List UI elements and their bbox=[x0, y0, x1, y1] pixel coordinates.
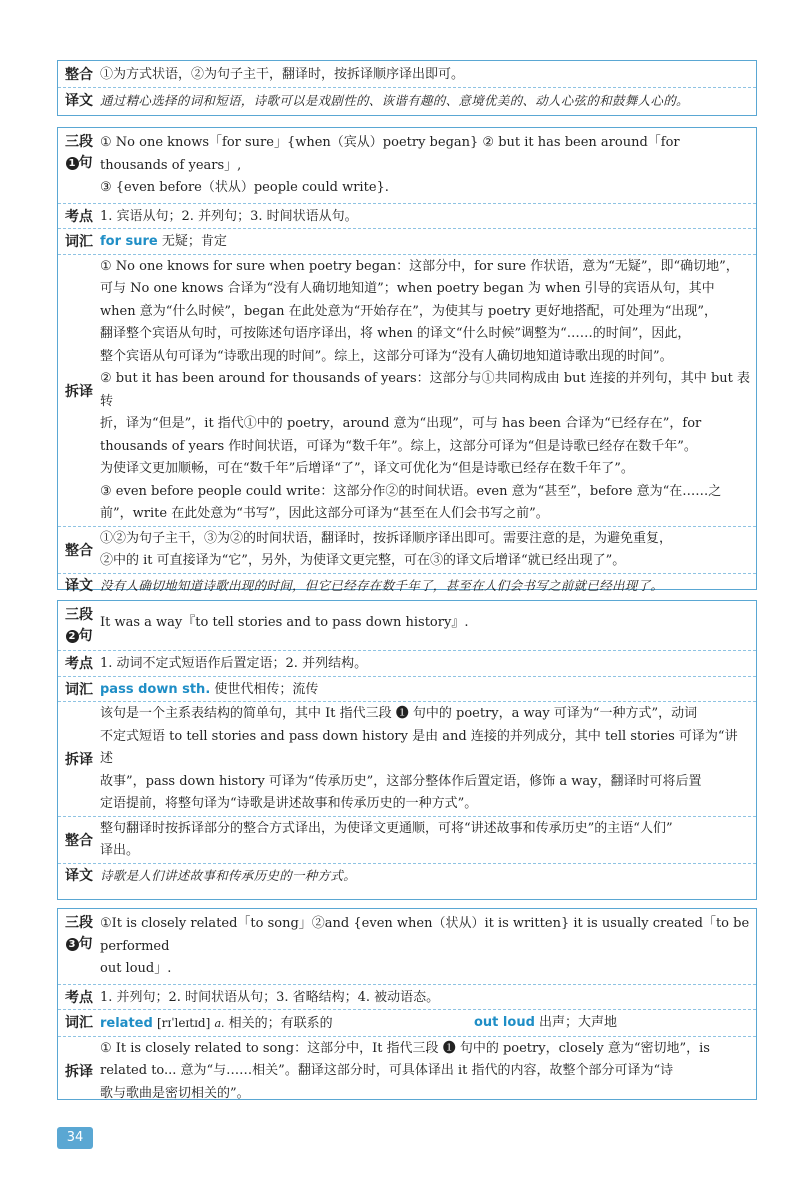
number-badge: 2 bbox=[66, 630, 79, 643]
vocab-term-2: out loud bbox=[474, 1015, 535, 1030]
sentence-line: ①It is closely related「to song」②and {even when（状从）it is written} it is usually created「to be performed bbox=[100, 916, 750, 954]
section-heading bbox=[58, 132, 100, 172]
kaodian-label: 考点 bbox=[65, 208, 93, 225]
text-line: 译出。 bbox=[100, 843, 140, 858]
kaodian-label: 考点 bbox=[65, 989, 93, 1006]
yiwen-text: 通过精心选择的词和短语，诗歌可以是戏剧性的、诙谐有趣的、意境优美的、动人心弦的和鼓舞人心的。 bbox=[100, 92, 689, 108]
text-line: 折，译为“但是”，it 指代①中的 poetry，around 意为“出现”，可与 has been 合译为“已经存在”，for bbox=[100, 416, 702, 431]
text-line: 定语提前，将整句译为“诗歌是讲述故事和传承历史的一种方式”。 bbox=[100, 796, 478, 811]
zhenghe-label: 整合 bbox=[65, 543, 93, 559]
text-line: related to... 意为“与……相关”。翻译这部分时，可具体译出 it 指代的内容，故整个部分可译为“诗 bbox=[100, 1063, 674, 1078]
cihui-label: 词汇 bbox=[65, 234, 93, 250]
sentence-label: 句 bbox=[78, 628, 93, 644]
vocab-definition: 使世代相传；流传 bbox=[214, 681, 319, 697]
zhenghe-label: 整合 bbox=[65, 833, 93, 849]
text-line: 整句翻译时按拆译部分的整合方式译出，为使译文更通顺，可将“讲述故事和传承历史”的主语“人们” bbox=[100, 820, 673, 836]
chaiyi-label: 拆译 bbox=[65, 383, 93, 400]
text-line: ① It is closely related to song：这部分中，It 指代三段 ❶ 句中的 poetry，closely 意为“密切地”，is bbox=[100, 1040, 710, 1056]
cihui-text bbox=[100, 231, 750, 254]
text-line: ② but it has been around for thousands of years：这部分与①共同构成由 but 连接的并列句，其中 but 表转 bbox=[100, 371, 750, 409]
yiwen-text: 诗歌是人们讲述故事和传承历史的一种方式。 bbox=[100, 867, 357, 883]
text-line: 故事”，pass down history 可译为“传承历史”，这部分整体作后置定语，修饰 a way，翻译时可将后置 bbox=[100, 773, 702, 789]
text-line: when 意为“什么时候”，began 在此处意为“开始存在”，为使其与 poetry 更好地搭配，可处理为“出现”， bbox=[100, 303, 718, 319]
sentence-line: ① No one knows「for sure」{when（宾从）poetry began} ② but it has been around「for thousands of years」, bbox=[100, 135, 680, 173]
section-1 bbox=[57, 127, 757, 594]
text-line: 歌与歌曲是密切相关的”。 bbox=[100, 1085, 250, 1101]
vocab-definition-2: 出声；大声地 bbox=[539, 1015, 618, 1030]
number-badge: 3 bbox=[66, 938, 79, 951]
text-line: 翻译整个宾语从句时，可按陈述句语序译出，将 when 的译文“什么时候”调整为“……的时间”，因此， bbox=[100, 326, 691, 341]
sentence-label: 句 bbox=[78, 936, 93, 952]
zhenghe-label: 整合 bbox=[65, 67, 93, 83]
section-top bbox=[57, 60, 757, 116]
sentence-line: ③ {even before（状从）people could write}. bbox=[100, 180, 389, 195]
vocab-term: related bbox=[100, 1016, 153, 1031]
section-label: 三段 bbox=[65, 607, 93, 623]
vocab-definition: 相关的；有联系的 bbox=[228, 1016, 333, 1031]
section-label: 三段 bbox=[65, 915, 93, 931]
page-number: 34 bbox=[57, 1127, 93, 1149]
section-2 bbox=[57, 600, 757, 900]
text-line: 整个宾语从句可译为“诗歌出现的时间”。综上，这部分可译为“没有人确切地知道诗歌出现的时间”。 bbox=[100, 348, 673, 364]
zhenghe-text bbox=[100, 818, 750, 863]
text-line: ③ even before people could write：这部分作②的时间状语。even 意为“甚至”，before 意为“在……之 bbox=[100, 483, 722, 499]
vocab-term: for sure bbox=[100, 234, 158, 249]
cihui-text bbox=[100, 1012, 750, 1036]
chaiyi-text bbox=[100, 256, 750, 526]
kaodian-text: 1. 动词不定式短语作后置定语；2. 并列结构。 bbox=[100, 656, 368, 671]
kaodian-label: 考点 bbox=[65, 656, 93, 672]
section-label: 三段 bbox=[65, 134, 93, 150]
text-line: 可与 No one knows 合译为“没有人确切地知道”；when poetry began 为 when 引导的宾语从句，其中 bbox=[100, 281, 715, 296]
section-heading bbox=[58, 913, 100, 953]
yiwen-label: 译文 bbox=[65, 577, 93, 594]
chaiyi-label: 拆译 bbox=[65, 752, 93, 769]
text-line: 为使译文更加顺畅，可在“数千年”后增译“了”，译文可优化为“但是诗歌已经存在数千年了”。 bbox=[100, 461, 634, 476]
vocab-pos: a. bbox=[214, 1017, 225, 1030]
text-line: ① No one knows for sure when poetry began：这部分中，for sure 作状语，意为“无疑”，即“确切地”， bbox=[100, 258, 739, 274]
chaiyi-label: 拆译 bbox=[65, 1064, 93, 1081]
zhenghe-text bbox=[100, 528, 750, 573]
text-line: 不定式短语 to tell stories and pass down history 是由 and 连接的并列成分，其中 tell stories 可译为“讲述 bbox=[100, 728, 738, 766]
vocab-term: pass down sth. bbox=[100, 681, 211, 697]
kaodian-text: 1. 并列句；2. 时间状语从句；3. 省略结构；4. 被动语态。 bbox=[100, 989, 440, 1005]
sentence-text: It was a way『to tell stories and to pass down history』. bbox=[100, 615, 469, 630]
cihui-text bbox=[100, 679, 750, 702]
chaiyi-text bbox=[100, 703, 750, 816]
text-line: 前”，write 在此处意为“书写”，因此这部分可译为“甚至在人们会书写之前”。 bbox=[100, 506, 549, 521]
cihui-label: 词汇 bbox=[65, 1015, 93, 1031]
yiwen-label: 译文 bbox=[65, 867, 93, 884]
cihui-label: 词汇 bbox=[65, 681, 93, 698]
text-line: thousands of years 作时间状语，可译为“数千年”。综上，这部分可译为“但是诗歌已经存在数千年”。 bbox=[100, 438, 697, 454]
vocab-phonetic: [rɪˈleɪtɪd] bbox=[156, 1016, 211, 1030]
zhenghe-text: ①为方式状语，②为句子主干，翻译时，按拆译顺序译出即可。 bbox=[100, 67, 465, 82]
sentence-line: out loud」. bbox=[100, 961, 172, 976]
section-heading bbox=[58, 605, 100, 645]
sentence-label: 句 bbox=[78, 155, 93, 171]
vocab-definition: 无疑；肯定 bbox=[161, 234, 227, 249]
chaiyi-text bbox=[100, 1038, 750, 1106]
text-line: ②中的 it 可直接译为“它”，另外，为使译文更完整，可在③的译文后增译“就已经出现了”。 bbox=[100, 553, 626, 568]
number-badge: 1 bbox=[66, 157, 79, 170]
yiwen-text: 没有人确切地知道诗歌出现的时间，但它已经存在数千年了，甚至在人们会书写之前就已经出现了。 bbox=[100, 577, 664, 593]
text-line: ①②为句子主干，③为②的时间状语，翻译时，按拆译顺序译出即可。需要注意的是，为避免重复， bbox=[100, 530, 673, 546]
kaodian-text: 1. 宾语从句；2. 并列句；3. 时间状语从句。 bbox=[100, 208, 358, 224]
yiwen-label: 译文 bbox=[65, 92, 93, 109]
section-3 bbox=[57, 908, 757, 1100]
sentence-text bbox=[100, 132, 750, 200]
text-line: 该句是一个主系表结构的简单句，其中 It 指代三段 ❶ 句中的 poetry，a way 可译为“一种方式”，动词 bbox=[100, 706, 698, 721]
sentence-text bbox=[100, 913, 750, 981]
